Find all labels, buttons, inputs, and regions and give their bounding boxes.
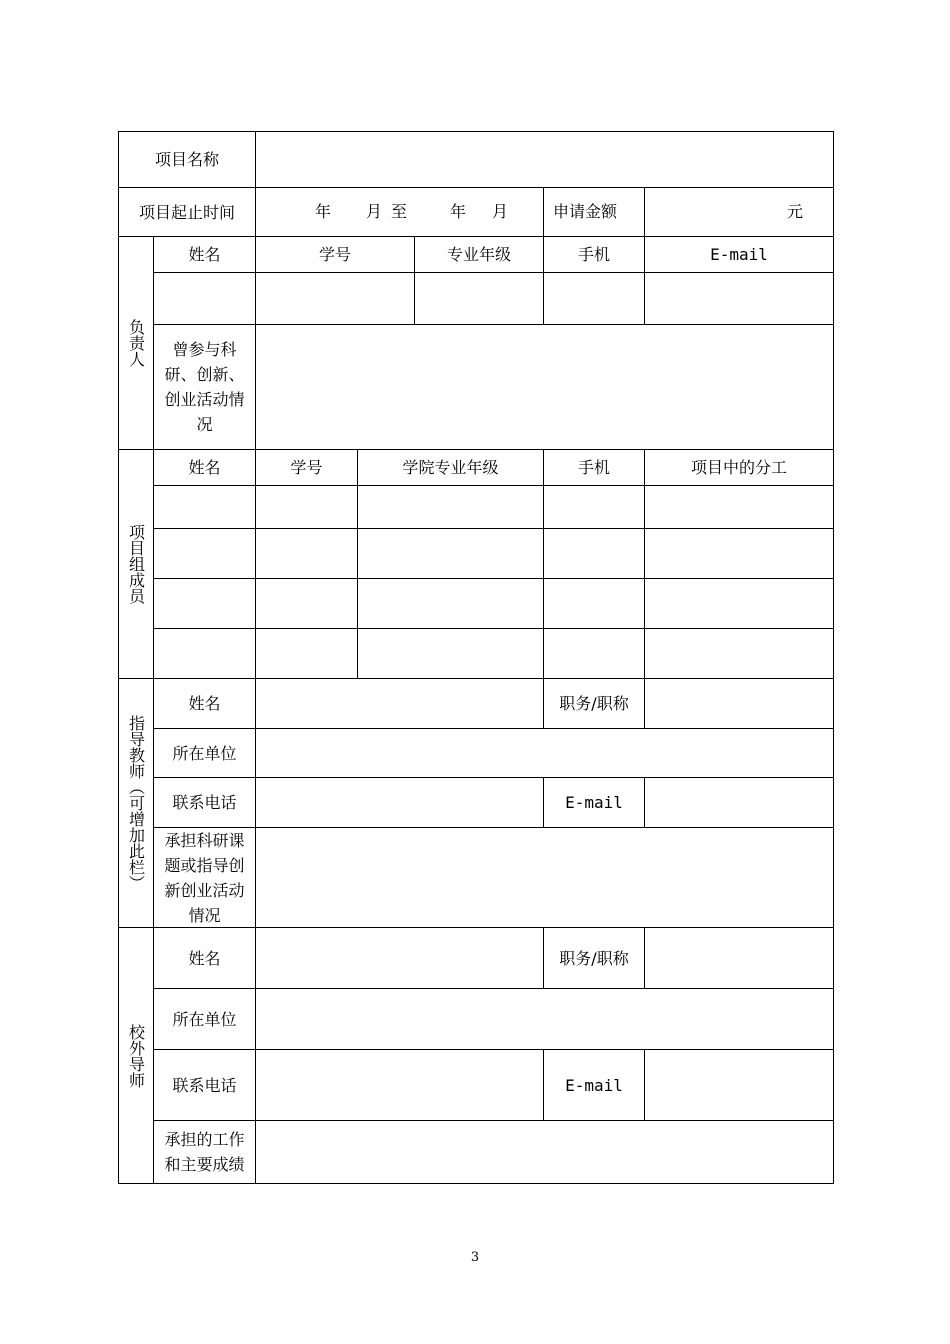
advisor-research-input[interactable] <box>256 828 833 927</box>
leader-major-grade-input[interactable] <box>415 273 543 324</box>
project-name-field[interactable] <box>256 132 833 187</box>
advisor-email-label: E-mail <box>565 793 623 812</box>
external-section-label: 校外导师 <box>126 1023 146 1088</box>
external-name-label: 姓名 <box>188 948 221 968</box>
period-year-end: 年 <box>450 202 467 221</box>
amount-label: 申请金额 <box>553 202 618 221</box>
external-name-input[interactable] <box>256 928 543 988</box>
leader-experience-label: 曾参与科研、创新、创业活动情况 <box>164 340 245 434</box>
member-row[interactable] <box>154 629 833 678</box>
external-title-input[interactable] <box>645 928 833 988</box>
members-col-phone: 手机 <box>577 458 610 477</box>
page-number: 3 <box>470 1250 480 1265</box>
amount-field[interactable] <box>645 188 833 236</box>
period-to-text: 至 <box>391 202 408 221</box>
member-row[interactable] <box>154 486 833 528</box>
period-year-start: 年 <box>315 202 332 221</box>
leader-experience-input[interactable] <box>256 325 833 449</box>
project-period-label: 项目起止时间 <box>138 202 235 222</box>
advisor-section-label: 指导教师（可增加此栏） <box>126 715 146 891</box>
external-phone-label: 联系电话 <box>172 1075 237 1095</box>
advisor-title-input[interactable] <box>645 679 833 728</box>
external-work-input[interactable] <box>256 1121 833 1183</box>
advisor-phone-input[interactable] <box>256 778 543 827</box>
members-col-name: 姓名 <box>188 458 221 477</box>
leader-col-student-id: 学号 <box>318 245 351 264</box>
advisor-name-label: 姓名 <box>188 694 221 713</box>
advisor-name-input[interactable] <box>256 679 543 728</box>
external-email-label: E-mail <box>565 1075 623 1095</box>
advisor-phone-label: 联系电话 <box>172 793 237 812</box>
external-work-label: 承担的工作和主要成绩 <box>164 1130 245 1174</box>
members-col-college-major-grade: 学院专业年级 <box>402 458 499 477</box>
advisor-email-input[interactable] <box>645 778 833 827</box>
advisor-unit-label: 所在单位 <box>172 743 237 763</box>
leader-student-id-input[interactable] <box>256 273 414 324</box>
amount-unit: 元 <box>787 202 804 221</box>
leader-name-input[interactable] <box>154 273 255 324</box>
period-month-start: 月 <box>366 202 383 221</box>
external-email-input[interactable] <box>645 1050 833 1120</box>
members-section-label: 项目组成员 <box>126 524 146 604</box>
advisor-research-label: 承担科研课题或指导创新创业活动情况 <box>164 830 245 925</box>
leader-section-label: 负责人 <box>126 319 146 367</box>
external-phone-input[interactable] <box>256 1050 543 1120</box>
advisor-unit-input[interactable] <box>256 729 833 777</box>
external-unit-label: 所在单位 <box>172 1009 237 1029</box>
project-name-label: 项目名称 <box>154 150 219 169</box>
leader-col-phone: 手机 <box>577 245 610 264</box>
member-row[interactable] <box>154 579 833 628</box>
leader-email-input[interactable] <box>645 273 833 324</box>
members-col-role: 项目中的分工 <box>690 458 787 477</box>
external-title-label: 职务/职称 <box>559 948 629 968</box>
leader-col-email: E-mail <box>710 245 768 264</box>
members-col-student-id: 学号 <box>290 458 323 477</box>
period-month-end: 月 <box>492 202 509 221</box>
external-unit-input[interactable] <box>256 989 833 1049</box>
leader-col-name: 姓名 <box>188 245 221 264</box>
member-row[interactable] <box>154 529 833 578</box>
leader-col-major-grade: 专业年级 <box>446 245 511 264</box>
advisor-title-label: 职务/职称 <box>559 694 629 713</box>
leader-phone-input[interactable] <box>544 273 644 324</box>
